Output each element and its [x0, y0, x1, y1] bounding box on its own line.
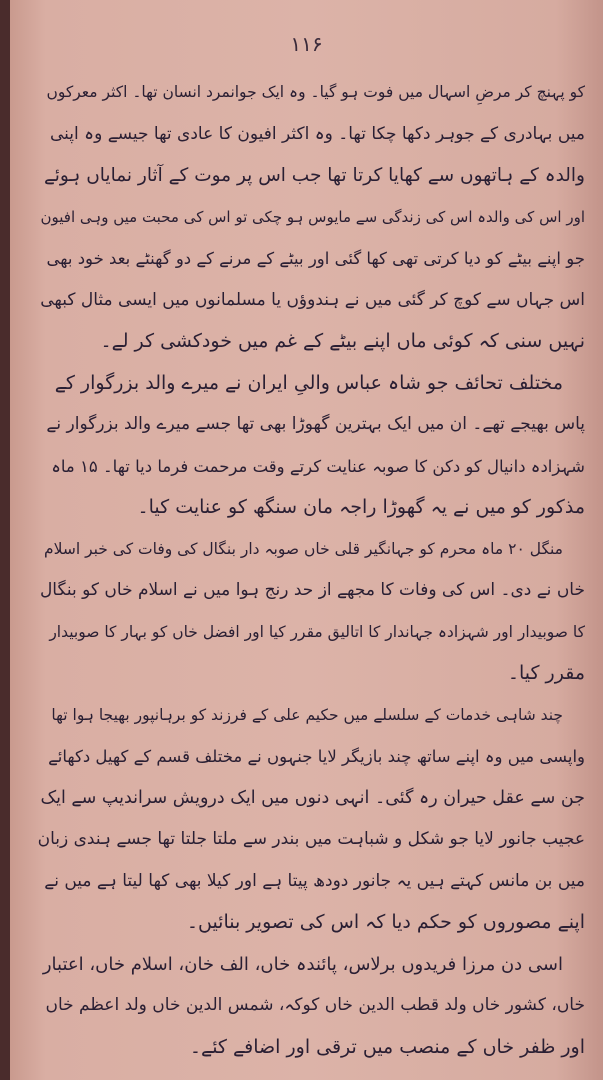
text-line: اور اس کی والدہ اس کی زندگی سے مایوس ہو چکی تو اس کی محبت میں وہی افیون	[40, 207, 585, 226]
text-line: کا صوبیدار اور شہزادہ جہاندار کا اتالیق مقرر کیا اور افضل خاں کو بہار کا صوبیدار	[49, 622, 585, 641]
text-line: منگل ۲۰ ماہ محرم کو جہانگیر قلی خاں صوبہ دار بنگال کی وفات کی خبر اسلام	[44, 539, 563, 558]
text-line: اپنے مصوروں کو حکم دیا کہ اس کی تصویر بنائیں۔	[186, 911, 585, 933]
text-line: جن سے عقل حیران رہ گئی۔ انہی دنوں میں ایک درویش سراندیپ سے ایک	[40, 787, 585, 808]
text-line: عجیب جانور لایا جو شکل و شباہت میں بندر سے ملتا جلتا تھا جسے ہندی زبان	[38, 829, 585, 849]
text-line: میں بہادری کے جوہر دکھا چکا تھا۔ وہ اکثر افیون کا عادی تھا جیسے وہ اپنی	[50, 123, 585, 144]
text-line: مختلف تحائف جو شاہ عباس والیِ ایران نے میرے والد بزرگوار کے	[54, 371, 563, 394]
text-line: شہزادہ دانیال کو دکن کا صوبہ عنایت کرتے وقت مرحمت فرما دیا تھا۔ ۱۵ ماہ	[51, 456, 585, 476]
text-line: خاں نے دی۔ اس کی وفات کا مجھے از حد رنج ہوا میں نے اسلام خاں کو بنگال	[39, 580, 585, 600]
text-line: مذکور کو میں نے یہ گھوڑا راجہ مان سنگھ کو عنایت کیا۔	[137, 496, 585, 518]
text-line: مقرر کیا۔	[507, 662, 585, 684]
text-line: پاس بھیجے تھے۔ ان میں ایک بہترین گھوڑا بھی تھا جسے میرے والد بزرگوار نے	[46, 414, 585, 434]
text-line: والدہ کے ہاتھوں سے کھایا کرتا تھا جب اس پر موت کے آثار نمایاں ہوئے	[43, 165, 585, 186]
text-line: اسی دن مرزا فریدوں برلاس، پائندہ خاں، الف خان، اسلام خاں، اعتبار	[42, 953, 563, 975]
text-line: واپسی میں وہ اپنے ساتھ چند بازیگر لایا جنہوں نے مختلف قسم کے کھیل دکھائے	[48, 747, 585, 766]
text-line: جو اپنے بیٹے کو دیا کرتی تھی کھا گئی اور بیٹے کے مرنے کے دو گھنٹے بعد خود بھی	[46, 249, 585, 268]
text-line: نہیں سنی کہ کوئی ماں اپنے بیٹے کے غم میں خودکشی کر لے۔	[100, 330, 585, 352]
page-text	[38, 72, 585, 1068]
text-line: خاں، کشور خاں ولد قطب الدین خاں کوکہ، شمس الدین خاں ولد اعظم خاں	[45, 995, 585, 1015]
page-number: ۱۱۶	[290, 32, 323, 56]
text-line: اور ظفر خاں کے منصب میں ترقی اور اضافے کئے۔	[189, 1035, 585, 1058]
text-line: میں بن مانس کہتے ہیں یہ جانور دودھ پیتا ہے اور کیلا بھی کھا لیتا ہے میں نے	[44, 870, 585, 891]
text-line: چند شاہی خدمات کے سلسلے میں حکیم علی کے فرزند کو برہانپور بھیجا ہوا تھا	[51, 705, 563, 724]
text-line: کو پہنچ کر مرضِ اسہال میں فوت ہو گیا۔ وہ ایک جوانمرد انسان تھا۔ اکثر معرکوں	[46, 83, 585, 101]
book-page	[10, 0, 603, 1080]
text-line: اس جہاں سے کوچ کر گئی میں نے ہندوؤں یا مسلمانوں میں ایسی مثال کبھی	[40, 289, 585, 310]
